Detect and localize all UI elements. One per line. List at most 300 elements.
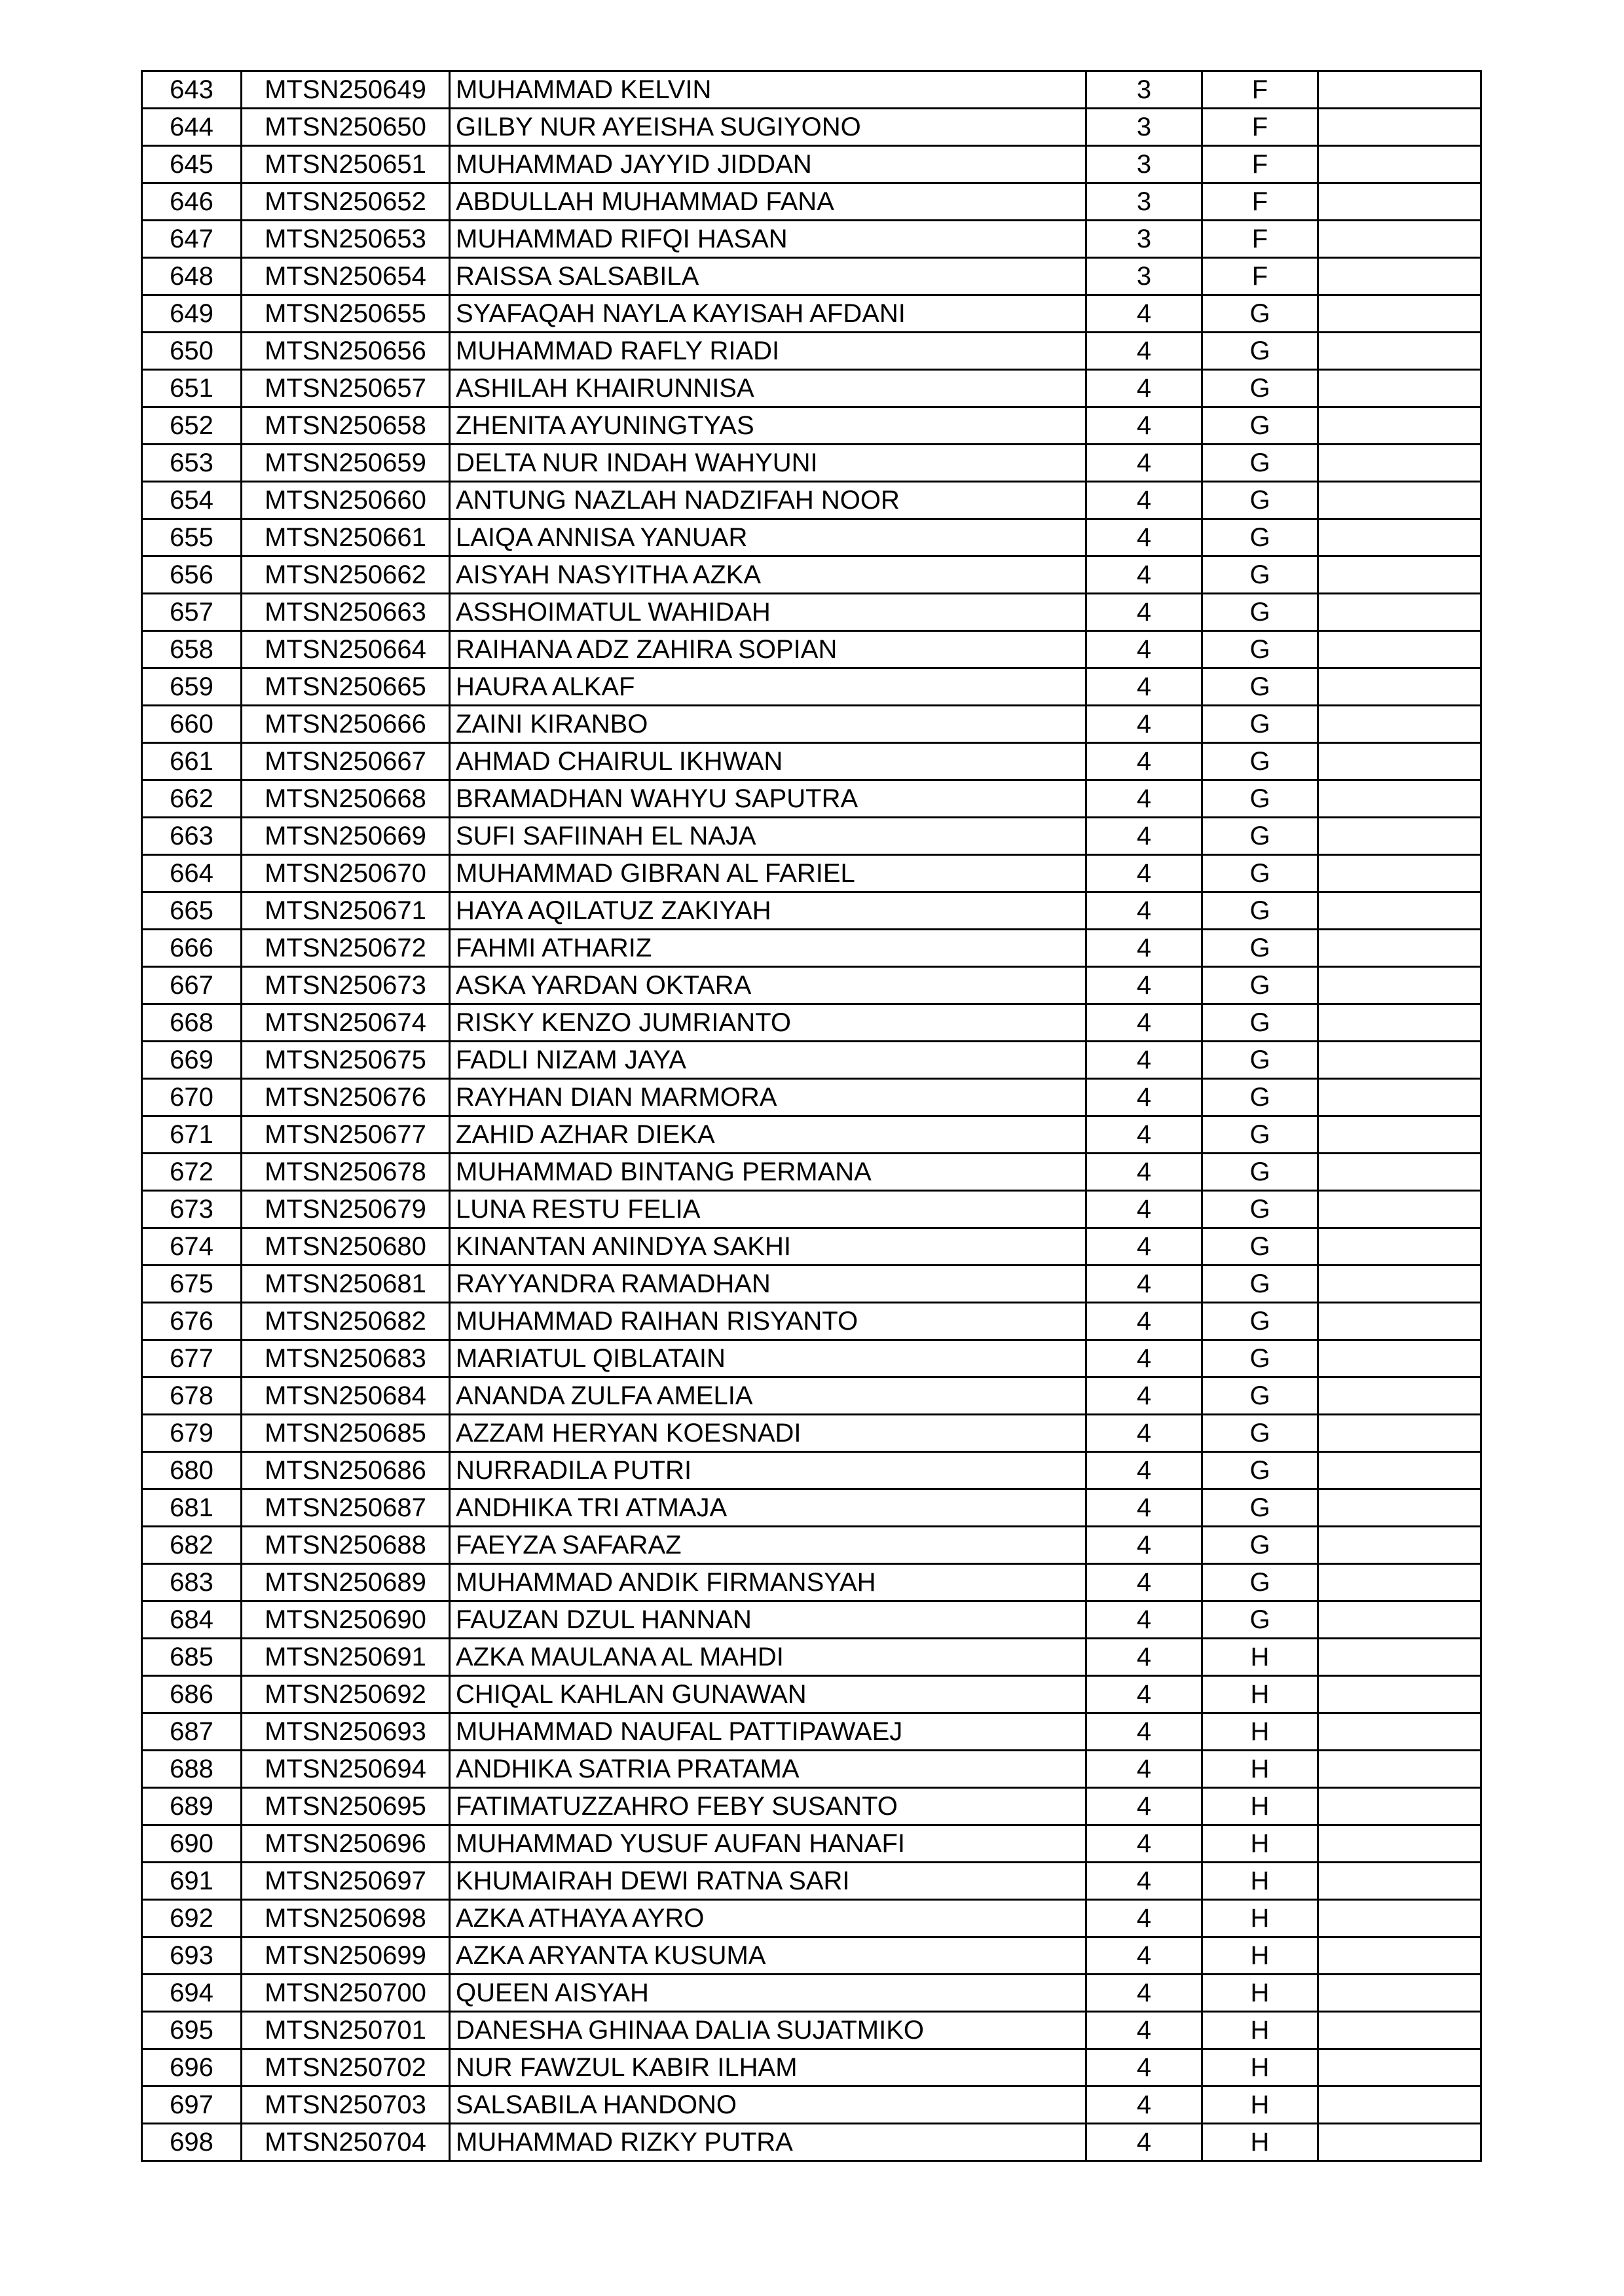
row-number-cell: 664 — [142, 855, 242, 892]
session-cell: 4 — [1086, 892, 1202, 930]
registration-id-cell: MTSN250652 — [242, 183, 450, 221]
registration-id-cell: MTSN250695 — [242, 1788, 450, 1825]
notes-cell — [1318, 855, 1481, 892]
room-cell: H — [1202, 1975, 1318, 2012]
table-row — [142, 2124, 1481, 2161]
room-cell: G — [1202, 1228, 1318, 1266]
row-number-cell: 685 — [142, 1639, 242, 1676]
session-cell: 4 — [1086, 1975, 1202, 2012]
participant-table-body — [142, 71, 1481, 2161]
table-row — [142, 482, 1481, 519]
room-cell: H — [1202, 1863, 1318, 1900]
table-row — [142, 1116, 1481, 1154]
table-row — [142, 892, 1481, 930]
student-name-cell: ASSHOIMATUL WAHIDAH — [450, 594, 1086, 631]
session-cell: 4 — [1086, 2124, 1202, 2161]
student-name-cell: AZKA MAULANA AL MAHDI — [450, 1639, 1086, 1676]
student-name-cell: ANTUNG NAZLAH NADZIFAH NOOR — [450, 482, 1086, 519]
session-cell: 4 — [1086, 407, 1202, 445]
registration-id-cell: MTSN250674 — [242, 1004, 450, 1042]
registration-id-cell: MTSN250683 — [242, 1340, 450, 1377]
registration-id-cell: MTSN250671 — [242, 892, 450, 930]
session-cell: 4 — [1086, 1788, 1202, 1825]
session-cell: 4 — [1086, 1751, 1202, 1788]
student-name-cell: CHIQAL KAHLAN GUNAWAN — [450, 1676, 1086, 1713]
row-number-cell: 670 — [142, 1079, 242, 1116]
room-cell: G — [1202, 333, 1318, 370]
table-row — [142, 1266, 1481, 1303]
student-name-cell: MUHAMMAD RIFQI HASAN — [450, 221, 1086, 258]
table-row — [142, 370, 1481, 407]
row-number-cell: 690 — [142, 1825, 242, 1863]
row-number-cell: 646 — [142, 183, 242, 221]
notes-cell — [1318, 1116, 1481, 1154]
notes-cell — [1318, 221, 1481, 258]
registration-id-cell: MTSN250677 — [242, 1116, 450, 1154]
session-cell: 3 — [1086, 221, 1202, 258]
table-row — [142, 258, 1481, 295]
session-cell: 4 — [1086, 333, 1202, 370]
student-name-cell: HAURA ALKAF — [450, 668, 1086, 706]
table-row — [142, 668, 1481, 706]
session-cell: 4 — [1086, 855, 1202, 892]
registration-id-cell: MTSN250659 — [242, 445, 450, 482]
table-row — [142, 1303, 1481, 1340]
session-cell: 4 — [1086, 1527, 1202, 1564]
registration-id-cell: MTSN250668 — [242, 780, 450, 818]
table-row — [142, 743, 1481, 780]
student-name-cell: RAYYANDRA RAMADHAN — [450, 1266, 1086, 1303]
table-row — [142, 1751, 1481, 1788]
registration-id-cell: MTSN250661 — [242, 519, 450, 556]
room-cell: G — [1202, 556, 1318, 594]
room-cell: G — [1202, 1452, 1318, 1489]
room-cell: G — [1202, 1527, 1318, 1564]
registration-id-cell: MTSN250662 — [242, 556, 450, 594]
room-cell: H — [1202, 1751, 1318, 1788]
row-number-cell: 681 — [142, 1489, 242, 1527]
table-row — [142, 818, 1481, 855]
session-cell: 4 — [1086, 556, 1202, 594]
table-row — [142, 295, 1481, 333]
registration-id-cell: MTSN250688 — [242, 1527, 450, 1564]
registration-id-cell: MTSN250692 — [242, 1676, 450, 1713]
row-number-cell: 675 — [142, 1266, 242, 1303]
registration-id-cell: MTSN250703 — [242, 2086, 450, 2124]
session-cell: 3 — [1086, 183, 1202, 221]
session-cell: 4 — [1086, 1937, 1202, 1975]
notes-cell — [1318, 1564, 1481, 1601]
notes-cell — [1318, 1713, 1481, 1751]
registration-id-cell: MTSN250687 — [242, 1489, 450, 1527]
notes-cell — [1318, 1601, 1481, 1639]
registration-id-cell: MTSN250690 — [242, 1601, 450, 1639]
table-row — [142, 1564, 1481, 1601]
room-cell: H — [1202, 1788, 1318, 1825]
notes-cell — [1318, 631, 1481, 668]
table-row — [142, 556, 1481, 594]
registration-id-cell: MTSN250667 — [242, 743, 450, 780]
student-name-cell: ANDHIKA SATRIA PRATAMA — [450, 1751, 1086, 1788]
student-name-cell: AZZAM HERYAN KOESNADI — [450, 1415, 1086, 1452]
session-cell: 4 — [1086, 2012, 1202, 2049]
table-row — [142, 1676, 1481, 1713]
room-cell: G — [1202, 594, 1318, 631]
registration-id-cell: MTSN250657 — [242, 370, 450, 407]
table-row — [142, 1527, 1481, 1564]
notes-cell — [1318, 1303, 1481, 1340]
row-number-cell: 653 — [142, 445, 242, 482]
room-cell: G — [1202, 370, 1318, 407]
room-cell: H — [1202, 1676, 1318, 1713]
session-cell: 4 — [1086, 519, 1202, 556]
notes-cell — [1318, 1937, 1481, 1975]
table-row — [142, 1004, 1481, 1042]
room-cell: F — [1202, 71, 1318, 109]
room-cell: G — [1202, 1079, 1318, 1116]
student-name-cell: AZKA ARYANTA KUSUMA — [450, 1937, 1086, 1975]
notes-cell — [1318, 2124, 1481, 2161]
notes-cell — [1318, 668, 1481, 706]
notes-cell — [1318, 780, 1481, 818]
student-name-cell: ANDHIKA TRI ATMAJA — [450, 1489, 1086, 1527]
row-number-cell: 669 — [142, 1042, 242, 1079]
room-cell: H — [1202, 2012, 1318, 2049]
registration-id-cell: MTSN250658 — [242, 407, 450, 445]
notes-cell — [1318, 556, 1481, 594]
table-row — [142, 1377, 1481, 1415]
row-number-cell: 683 — [142, 1564, 242, 1601]
notes-cell — [1318, 1489, 1481, 1527]
student-name-cell: RAYHAN DIAN MARMORA — [450, 1079, 1086, 1116]
room-cell: H — [1202, 1900, 1318, 1937]
room-cell: G — [1202, 1266, 1318, 1303]
session-cell: 4 — [1086, 1713, 1202, 1751]
session-cell: 4 — [1086, 780, 1202, 818]
room-cell: H — [1202, 1713, 1318, 1751]
room-cell: G — [1202, 1340, 1318, 1377]
room-cell: G — [1202, 780, 1318, 818]
registration-id-cell: MTSN250702 — [242, 2049, 450, 2086]
student-name-cell: MUHAMMAD KELVIN — [450, 71, 1086, 109]
row-number-cell: 668 — [142, 1004, 242, 1042]
student-name-cell: MUHAMMAD RAFLY RIADI — [450, 333, 1086, 370]
registration-id-cell: MTSN250701 — [242, 2012, 450, 2049]
room-cell: G — [1202, 930, 1318, 967]
row-number-cell: 667 — [142, 967, 242, 1004]
table-row — [142, 1975, 1481, 2012]
session-cell: 4 — [1086, 2049, 1202, 2086]
room-cell: H — [1202, 1825, 1318, 1863]
room-cell: F — [1202, 183, 1318, 221]
room-cell: H — [1202, 2049, 1318, 2086]
table-row — [142, 221, 1481, 258]
row-number-cell: 697 — [142, 2086, 242, 2124]
session-cell: 4 — [1086, 1228, 1202, 1266]
student-name-cell: GILBY NUR AYEISHA SUGIYONO — [450, 109, 1086, 146]
notes-cell — [1318, 445, 1481, 482]
registration-id-cell: MTSN250654 — [242, 258, 450, 295]
registration-id-cell: MTSN250649 — [242, 71, 450, 109]
session-cell: 3 — [1086, 146, 1202, 183]
row-number-cell: 659 — [142, 668, 242, 706]
registration-id-cell: MTSN250694 — [242, 1751, 450, 1788]
session-cell: 4 — [1086, 1489, 1202, 1527]
notes-cell — [1318, 482, 1481, 519]
room-cell: G — [1202, 668, 1318, 706]
room-cell: G — [1202, 445, 1318, 482]
table-row — [142, 519, 1481, 556]
registration-id-cell: MTSN250664 — [242, 631, 450, 668]
student-name-cell: KINANTAN ANINDYA SAKHI — [450, 1228, 1086, 1266]
registration-id-cell: MTSN250684 — [242, 1377, 450, 1415]
row-number-cell: 676 — [142, 1303, 242, 1340]
notes-cell — [1318, 1340, 1481, 1377]
table-row — [142, 1191, 1481, 1228]
registration-id-cell: MTSN250670 — [242, 855, 450, 892]
row-number-cell: 674 — [142, 1228, 242, 1266]
room-cell: G — [1202, 407, 1318, 445]
student-name-cell: FAHMI ATHARIZ — [450, 930, 1086, 967]
row-number-cell: 648 — [142, 258, 242, 295]
notes-cell — [1318, 818, 1481, 855]
table-row — [142, 1489, 1481, 1527]
registration-id-cell: MTSN250656 — [242, 333, 450, 370]
row-number-cell: 665 — [142, 892, 242, 930]
table-row — [142, 855, 1481, 892]
session-cell: 4 — [1086, 1116, 1202, 1154]
session-cell: 4 — [1086, 706, 1202, 743]
room-cell: G — [1202, 706, 1318, 743]
notes-cell — [1318, 1266, 1481, 1303]
session-cell: 4 — [1086, 668, 1202, 706]
table-row — [142, 1863, 1481, 1900]
room-cell: H — [1202, 2124, 1318, 2161]
row-number-cell: 647 — [142, 221, 242, 258]
row-number-cell: 657 — [142, 594, 242, 631]
student-name-cell: NURRADILA PUTRI — [450, 1452, 1086, 1489]
session-cell: 4 — [1086, 370, 1202, 407]
student-name-cell: MUHAMMAD GIBRAN AL FARIEL — [450, 855, 1086, 892]
table-row — [142, 71, 1481, 109]
row-number-cell: 698 — [142, 2124, 242, 2161]
row-number-cell: 644 — [142, 109, 242, 146]
registration-id-cell: MTSN250699 — [242, 1937, 450, 1975]
row-number-cell: 652 — [142, 407, 242, 445]
notes-cell — [1318, 109, 1481, 146]
row-number-cell: 678 — [142, 1377, 242, 1415]
student-name-cell: DANESHA GHINAA DALIA SUJATMIKO — [450, 2012, 1086, 2049]
registration-id-cell: MTSN250665 — [242, 668, 450, 706]
registration-id-cell: MTSN250666 — [242, 706, 450, 743]
registration-id-cell: MTSN250679 — [242, 1191, 450, 1228]
session-cell: 4 — [1086, 1564, 1202, 1601]
row-number-cell: 696 — [142, 2049, 242, 2086]
notes-cell — [1318, 2049, 1481, 2086]
registration-id-cell: MTSN250696 — [242, 1825, 450, 1863]
student-name-cell: FATIMATUZZAHRO FEBY SUSANTO — [450, 1788, 1086, 1825]
student-name-cell: AHMAD CHAIRUL IKHWAN — [450, 743, 1086, 780]
table-row — [142, 967, 1481, 1004]
row-number-cell: 693 — [142, 1937, 242, 1975]
notes-cell — [1318, 1527, 1481, 1564]
table-row — [142, 706, 1481, 743]
room-cell: G — [1202, 1191, 1318, 1228]
row-number-cell: 660 — [142, 706, 242, 743]
notes-cell — [1318, 1004, 1481, 1042]
room-cell: G — [1202, 482, 1318, 519]
notes-cell — [1318, 183, 1481, 221]
registration-id-cell: MTSN250686 — [242, 1452, 450, 1489]
student-name-cell: MUHAMMAD RIZKY PUTRA — [450, 2124, 1086, 2161]
notes-cell — [1318, 71, 1481, 109]
student-name-cell: QUEEN AISYAH — [450, 1975, 1086, 2012]
student-name-cell: MUHAMMAD BINTANG PERMANA — [450, 1154, 1086, 1191]
student-name-cell: ABDULLAH MUHAMMAD FANA — [450, 183, 1086, 221]
room-cell: G — [1202, 818, 1318, 855]
session-cell: 4 — [1086, 1900, 1202, 1937]
notes-cell — [1318, 258, 1481, 295]
row-number-cell: 671 — [142, 1116, 242, 1154]
student-name-cell: KHUMAIRAH DEWI RATNA SARI — [450, 1863, 1086, 1900]
table-row — [142, 1452, 1481, 1489]
session-cell: 4 — [1086, 1004, 1202, 1042]
registration-id-cell: MTSN250669 — [242, 818, 450, 855]
row-number-cell: 673 — [142, 1191, 242, 1228]
student-name-cell: MUHAMMAD NAUFAL PATTIPAWAEJ — [450, 1713, 1086, 1751]
notes-cell — [1318, 1452, 1481, 1489]
room-cell: G — [1202, 1303, 1318, 1340]
notes-cell — [1318, 146, 1481, 183]
notes-cell — [1318, 295, 1481, 333]
session-cell: 4 — [1086, 445, 1202, 482]
student-name-cell: ANANDA ZULFA AMELIA — [450, 1377, 1086, 1415]
session-cell: 4 — [1086, 1042, 1202, 1079]
room-cell: H — [1202, 1639, 1318, 1676]
table-row — [142, 594, 1481, 631]
student-name-cell: ASKA YARDAN OKTARA — [450, 967, 1086, 1004]
row-number-cell: 661 — [142, 743, 242, 780]
student-name-cell: RAISSA SALSABILA — [450, 258, 1086, 295]
registration-id-cell: MTSN250660 — [242, 482, 450, 519]
notes-cell — [1318, 594, 1481, 631]
room-cell: F — [1202, 221, 1318, 258]
notes-cell — [1318, 1154, 1481, 1191]
registration-id-cell: MTSN250673 — [242, 967, 450, 1004]
room-cell: H — [1202, 1937, 1318, 1975]
row-number-cell: 679 — [142, 1415, 242, 1452]
session-cell: 4 — [1086, 1415, 1202, 1452]
table-row — [142, 1825, 1481, 1863]
room-cell: F — [1202, 109, 1318, 146]
registration-id-cell: MTSN250681 — [242, 1266, 450, 1303]
table-row — [142, 1601, 1481, 1639]
session-cell: 4 — [1086, 631, 1202, 668]
session-cell: 3 — [1086, 258, 1202, 295]
session-cell: 4 — [1086, 967, 1202, 1004]
room-cell: G — [1202, 1415, 1318, 1452]
row-number-cell: 686 — [142, 1676, 242, 1713]
notes-cell — [1318, 706, 1481, 743]
student-name-cell: NUR FAWZUL KABIR ILHAM — [450, 2049, 1086, 2086]
student-name-cell: MUHAMMAD RAIHAN RISYANTO — [450, 1303, 1086, 1340]
table-row — [142, 1228, 1481, 1266]
notes-cell — [1318, 1863, 1481, 1900]
student-name-cell: AZKA ATHAYA AYRO — [450, 1900, 1086, 1937]
student-name-cell: FADLI NIZAM JAYA — [450, 1042, 1086, 1079]
table-row — [142, 930, 1481, 967]
registration-id-cell: MTSN250675 — [242, 1042, 450, 1079]
session-cell: 4 — [1086, 1825, 1202, 1863]
notes-cell — [1318, 333, 1481, 370]
session-cell: 4 — [1086, 594, 1202, 631]
notes-cell — [1318, 1042, 1481, 1079]
room-cell: G — [1202, 1154, 1318, 1191]
row-number-cell: 695 — [142, 2012, 242, 2049]
student-name-cell: ZAINI KIRANBO — [450, 706, 1086, 743]
row-number-cell: 677 — [142, 1340, 242, 1377]
registration-id-cell: MTSN250676 — [242, 1079, 450, 1116]
student-name-cell: MARIATUL QIBLATAIN — [450, 1340, 1086, 1377]
table-row — [142, 183, 1481, 221]
session-cell: 4 — [1086, 930, 1202, 967]
table-row — [142, 333, 1481, 370]
registration-id-cell: MTSN250655 — [242, 295, 450, 333]
room-cell: G — [1202, 631, 1318, 668]
table-row — [142, 1079, 1481, 1116]
row-number-cell: 684 — [142, 1601, 242, 1639]
student-name-cell: ZAHID AZHAR DIEKA — [450, 1116, 1086, 1154]
room-cell: F — [1202, 258, 1318, 295]
session-cell: 4 — [1086, 743, 1202, 780]
student-name-cell: AISYAH NASYITHA AZKA — [450, 556, 1086, 594]
room-cell: G — [1202, 295, 1318, 333]
student-name-cell: FAUZAN DZUL HANNAN — [450, 1601, 1086, 1639]
registration-id-cell: MTSN250689 — [242, 1564, 450, 1601]
row-number-cell: 691 — [142, 1863, 242, 1900]
registration-id-cell: MTSN250650 — [242, 109, 450, 146]
registration-id-cell: MTSN250691 — [242, 1639, 450, 1676]
session-cell: 4 — [1086, 295, 1202, 333]
table-row — [142, 780, 1481, 818]
table-row — [142, 445, 1481, 482]
notes-cell — [1318, 519, 1481, 556]
registration-id-cell: MTSN250682 — [242, 1303, 450, 1340]
row-number-cell: 672 — [142, 1154, 242, 1191]
registration-id-cell: MTSN250651 — [242, 146, 450, 183]
session-cell: 4 — [1086, 1079, 1202, 1116]
row-number-cell: 682 — [142, 1527, 242, 1564]
table-row — [142, 1340, 1481, 1377]
notes-cell — [1318, 1676, 1481, 1713]
notes-cell — [1318, 1079, 1481, 1116]
row-number-cell: 645 — [142, 146, 242, 183]
notes-cell — [1318, 1900, 1481, 1937]
registration-id-cell: MTSN250700 — [242, 1975, 450, 2012]
room-cell: H — [1202, 2086, 1318, 2124]
student-name-cell: LAIQA ANNISA YANUAR — [450, 519, 1086, 556]
student-name-cell: DELTA NUR INDAH WAHYUNI — [450, 445, 1086, 482]
notes-cell — [1318, 1788, 1481, 1825]
student-name-cell: SYAFAQAH NAYLA KAYISAH AFDANI — [450, 295, 1086, 333]
table-row — [142, 1415, 1481, 1452]
room-cell: G — [1202, 967, 1318, 1004]
notes-cell — [1318, 743, 1481, 780]
row-number-cell: 687 — [142, 1713, 242, 1751]
session-cell: 4 — [1086, 1639, 1202, 1676]
notes-cell — [1318, 1228, 1481, 1266]
row-number-cell: 649 — [142, 295, 242, 333]
